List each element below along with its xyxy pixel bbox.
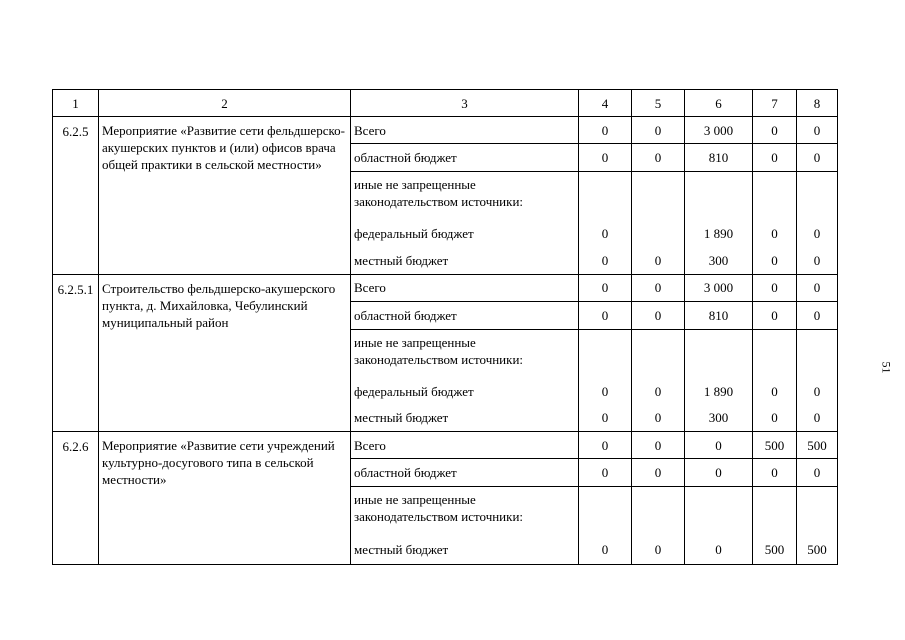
source-label: федеральный бюджет bbox=[351, 378, 579, 405]
value-cell: 0 bbox=[579, 405, 632, 432]
header-cell: 7 bbox=[753, 90, 797, 117]
value-cell: 0 bbox=[753, 459, 797, 487]
section-title: Мероприятие «Развитие сети учреждений культурно-досугового типа в сельской местности» bbox=[99, 432, 351, 565]
value-cell: 0 bbox=[797, 274, 838, 301]
source-label: иные не запрещенные законодательством источники: bbox=[351, 172, 579, 221]
value-cell: 0 bbox=[579, 432, 632, 459]
value-cell: 0 bbox=[579, 301, 632, 329]
value-cell: 0 bbox=[753, 405, 797, 432]
value-cell bbox=[753, 172, 797, 221]
table-row bbox=[53, 274, 838, 301]
value-cell bbox=[797, 172, 838, 221]
value-cell: 0 bbox=[797, 117, 838, 144]
header-cell: 4 bbox=[579, 90, 632, 117]
value-cell bbox=[685, 172, 753, 221]
value-cell: 0 bbox=[632, 274, 685, 301]
source-label: местный бюджет bbox=[351, 247, 579, 274]
value-cell: 0 bbox=[632, 535, 685, 564]
value-cell bbox=[579, 487, 632, 536]
value-cell: 0 bbox=[632, 247, 685, 274]
table-row bbox=[53, 432, 838, 459]
source-label: иные не запрещенные законодательством источники: bbox=[351, 487, 579, 536]
value-cell: 500 bbox=[753, 432, 797, 459]
value-cell: 0 bbox=[797, 459, 838, 487]
value-cell: 0 bbox=[632, 378, 685, 405]
value-cell: 300 bbox=[685, 247, 753, 274]
section-title: Строительство фельдшерско-акушерского пункта, д. Михайловка, Чебулинский муниципальный район bbox=[99, 274, 351, 432]
section-number: 6.2.6 bbox=[53, 432, 99, 565]
value-cell: 0 bbox=[632, 117, 685, 144]
value-cell bbox=[753, 487, 797, 536]
value-cell: 0 bbox=[685, 432, 753, 459]
value-cell: 0 bbox=[753, 247, 797, 274]
value-cell: 0 bbox=[797, 247, 838, 274]
value-cell: 0 bbox=[579, 274, 632, 301]
source-label: областной бюджет bbox=[351, 144, 579, 172]
source-label: федеральный бюджет bbox=[351, 220, 579, 247]
program-table bbox=[52, 89, 838, 565]
value-cell bbox=[632, 329, 685, 378]
value-cell: 500 bbox=[753, 535, 797, 564]
value-cell: 0 bbox=[797, 220, 838, 247]
value-cell bbox=[753, 329, 797, 378]
source-label: Всего bbox=[351, 432, 579, 459]
value-cell: 500 bbox=[797, 535, 838, 564]
value-cell: 0 bbox=[632, 301, 685, 329]
value-cell: 0 bbox=[753, 117, 797, 144]
value-cell bbox=[632, 172, 685, 221]
value-cell: 0 bbox=[579, 144, 632, 172]
value-cell bbox=[632, 487, 685, 536]
header-row bbox=[53, 90, 838, 117]
table-row bbox=[53, 117, 838, 144]
value-cell: 0 bbox=[579, 535, 632, 564]
value-cell: 0 bbox=[797, 144, 838, 172]
value-cell: 0 bbox=[753, 144, 797, 172]
section-title: Мероприятие «Развитие сети фельдшерско-акушерских пунктов и (или) офисов врача общей практики в сельской местности» bbox=[99, 117, 351, 275]
value-cell: 0 bbox=[579, 247, 632, 274]
source-label: Всего bbox=[351, 274, 579, 301]
value-cell: 810 bbox=[685, 301, 753, 329]
value-cell: 0 bbox=[797, 301, 838, 329]
value-cell bbox=[632, 220, 685, 247]
value-cell: 0 bbox=[753, 378, 797, 405]
value-cell: 500 bbox=[797, 432, 838, 459]
value-cell bbox=[685, 329, 753, 378]
value-cell: 300 bbox=[685, 405, 753, 432]
value-cell: 0 bbox=[685, 535, 753, 564]
value-cell bbox=[579, 172, 632, 221]
value-cell: 0 bbox=[753, 274, 797, 301]
value-cell: 0 bbox=[797, 378, 838, 405]
header-cell: 3 bbox=[351, 90, 579, 117]
value-cell: 810 bbox=[685, 144, 753, 172]
value-cell: 0 bbox=[685, 459, 753, 487]
value-cell: 0 bbox=[579, 220, 632, 247]
value-cell bbox=[579, 329, 632, 378]
value-cell bbox=[797, 329, 838, 378]
value-cell: 0 bbox=[632, 432, 685, 459]
value-cell: 0 bbox=[797, 405, 838, 432]
value-cell: 3 000 bbox=[685, 117, 753, 144]
section-number: 6.2.5 bbox=[53, 117, 99, 275]
header-cell: 5 bbox=[632, 90, 685, 117]
source-label: Всего bbox=[351, 117, 579, 144]
section-number: 6.2.5.1 bbox=[53, 274, 99, 432]
value-cell: 0 bbox=[753, 301, 797, 329]
value-cell bbox=[797, 487, 838, 536]
value-cell: 1 890 bbox=[685, 220, 753, 247]
value-cell: 3 000 bbox=[685, 274, 753, 301]
value-cell: 0 bbox=[579, 378, 632, 405]
source-label: областной бюджет bbox=[351, 459, 579, 487]
header-cell: 1 bbox=[53, 90, 99, 117]
source-label: местный бюджет bbox=[351, 535, 579, 564]
header-cell: 6 bbox=[685, 90, 753, 117]
source-label: местный бюджет bbox=[351, 405, 579, 432]
header-cell: 2 bbox=[99, 90, 351, 117]
value-cell: 0 bbox=[632, 459, 685, 487]
value-cell bbox=[685, 487, 753, 536]
header-cell: 8 bbox=[797, 90, 838, 117]
value-cell: 0 bbox=[632, 144, 685, 172]
page-number: 51 bbox=[879, 361, 894, 374]
value-cell: 0 bbox=[753, 220, 797, 247]
value-cell: 0 bbox=[579, 117, 632, 144]
value-cell: 0 bbox=[579, 459, 632, 487]
source-label: областной бюджет bbox=[351, 301, 579, 329]
value-cell: 0 bbox=[632, 405, 685, 432]
source-label: иные не запрещенные законодательством источники: bbox=[351, 329, 579, 378]
value-cell: 1 890 bbox=[685, 378, 753, 405]
